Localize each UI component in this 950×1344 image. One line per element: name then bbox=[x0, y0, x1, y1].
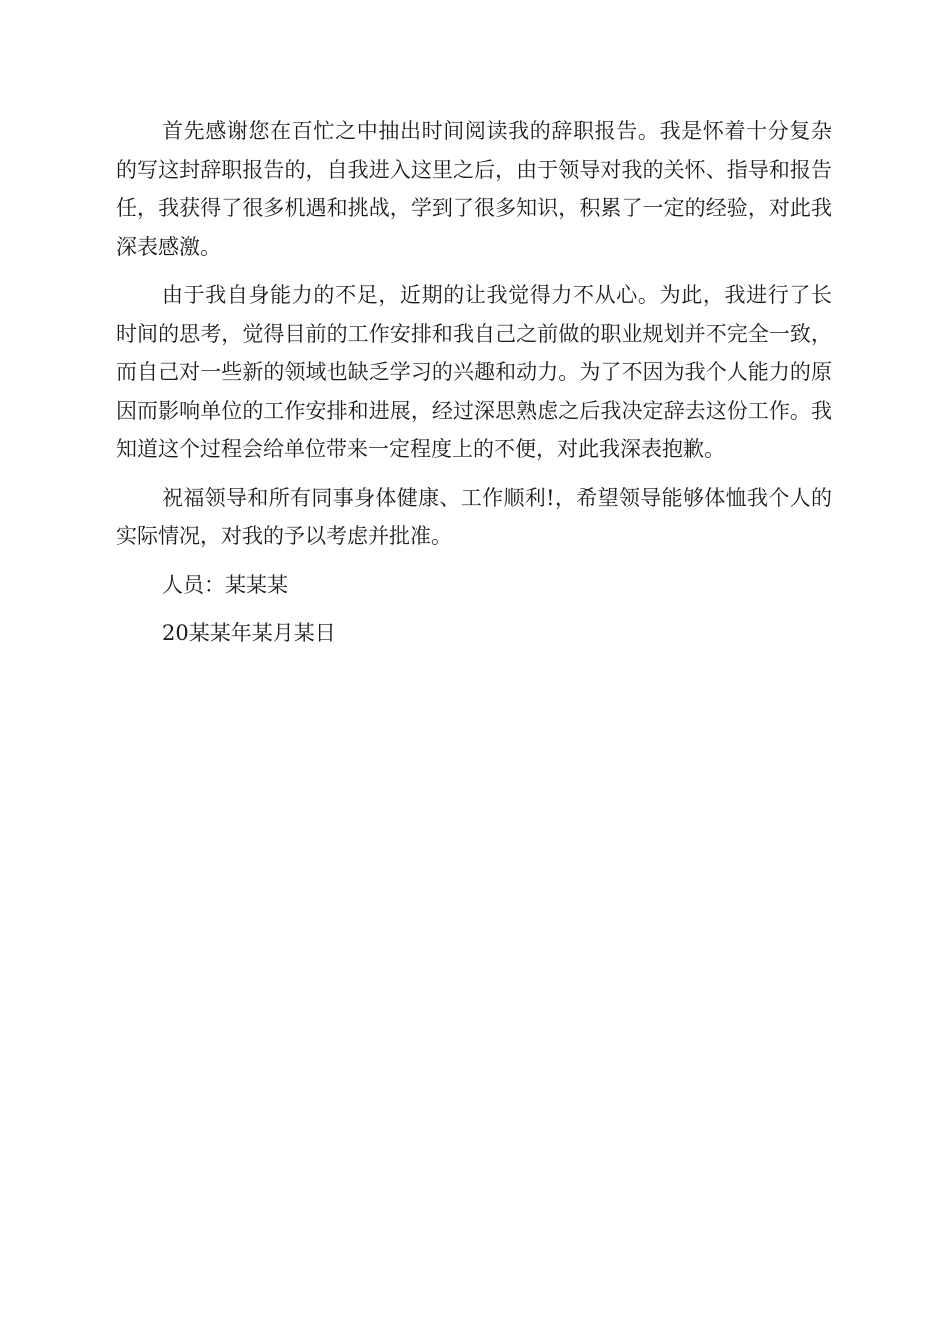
paragraph-reason: 由于我自身能力的不足，近期的让我觉得力不从心。为此，我进行了长时间的思考，觉得目前的工作安排和我自己之前做的职业规划并不完全一致，而自己对一些新的领域也缺乏学习的兴趣和动力。为了不因为我个人能力的原因而影响单位的工作安排和进展，经过深思熟虑之后我决定辞去这份工作。我知道这个过程会给单位带来一定程度上的不便，对此我深表抱歉。 bbox=[116, 283, 832, 461]
paragraph-gratitude: 首先感谢您在百忙之中抽出时间阅读我的辞职报告。我是怀着十分复杂的写这封辞职报告的，自我进入这里之后，由于领导对我的关怀、指导和报告任，我获得了很多机遇和挑战，学到了很多知识，积累了一定的经验，对此我深表感激。 bbox=[116, 119, 832, 259]
letter-body bbox=[116, 112, 832, 663]
paragraph-wishes: 祝福领导和所有同事身体健康、工作顺利!，希望领导能够体恤我个人的实际情况，对我的予以考虑并批准。 bbox=[116, 485, 832, 548]
date-line: 20某某年某月某日 bbox=[162, 621, 336, 645]
signature-line: 人员：某某某 bbox=[162, 572, 288, 597]
